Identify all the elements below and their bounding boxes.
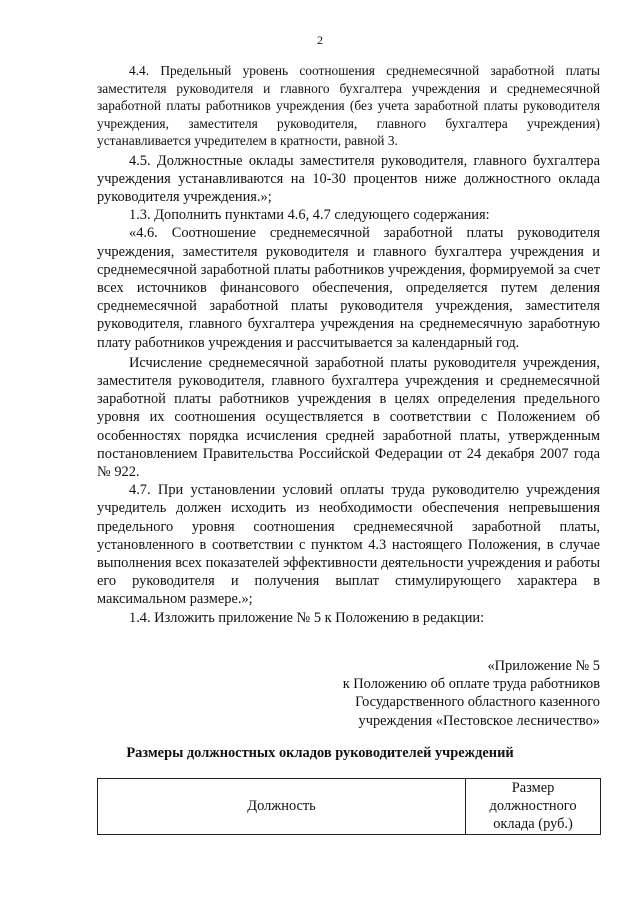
- paragraph-4-4: 4.4. Предельный уровень соотношения среднемесячной заработной платы заместителя руководителя и главного бухгалтера учреждения и среднемесячной заработной платы работников учреждения (без учета заработной платы руководителя учреждения, заместителя руководителя, главного бухгалтера учреждения) устанавливается учредителем в кратности, равной 3.: [97, 63, 600, 148]
- salary-table: [97, 778, 601, 835]
- header-position: Должность: [98, 779, 466, 835]
- paragraph-4-5: 4.5. Должностные оклады заместителя руководителя, главного бухгалтера учреждения устанавливаются на 10-30 процентов ниже должностного оклада руководителя учреждения.»;: [97, 152, 600, 205]
- appendix-header: [343, 657, 600, 730]
- header-amount-line: Размер: [511, 780, 555, 796]
- paragraph-1-4: 1.4. Изложить приложение № 5 к Положению в редакции:: [129, 609, 485, 626]
- page-number: 2: [317, 33, 323, 47]
- header-amount: [466, 779, 601, 835]
- paragraph-1-3: 1.3. Дополнить пунктами 4.6, 4.7 следующего содержания:: [129, 207, 490, 224]
- header-amount-line: должностного: [489, 798, 577, 815]
- appendix-line: «Приложение № 5: [487, 658, 600, 674]
- paragraph-4-6: «4.6. Соотношение среднемесячной заработной платы руководителя учреждения, заместителя руководителя и главного бухгалтера учреждения и среднемесячной заработной платы работников учреждения, формируемой за счет всех источников финансового обеспечения, определяется путем деления среднемесячной заработной платы руководителя учреждения, заместителя руководителя, главного бухгалтера учреждения на среднемесячную заработную плату работников учреждения и рассчитывается за календарный год.: [97, 225, 600, 351]
- paragraph-4-7: 4.7. При установлении условий оплаты труда руководителю учреждения учредитель должен исходить из необходимости обеспечения непревышения предельного уровня соотношения среднемесячной заработной платы, установленного в соответствии с пунктом 4.3 настоящего Положения, в случае выполнения всех показателей эффективности деятельности учреждения и работы его руководителя и получения выплат стимулирующего характера в максимальном размере.»;: [97, 482, 600, 608]
- appendix-line: учреждения «Пестовское лесничество»: [358, 712, 600, 729]
- document-body: [97, 62, 600, 627]
- header-amount-line: оклада (руб.): [493, 816, 573, 833]
- appendix-line: к Положению об оплате труда работников: [342, 676, 600, 693]
- table-title: Размеры должностных окладов руководителей учреждений: [126, 745, 514, 761]
- table-header-row: [98, 779, 601, 835]
- paragraph-calculation: Исчисление среднемесячной заработной платы руководителя учреждения, заместителя руководителя, главного бухгалтера учреждения и среднемесячной заработной платы работников учреждения в целях определения предельного уровня их соотношения осуществляется в соответствии с Положением об особенностях порядка исчисления средней заработной платы, утвержденным постановлением Правительства Российской Федерации от 24 декабря 2007 года № 922.: [97, 354, 600, 480]
- appendix-line: Государственного областного казенного: [355, 694, 600, 711]
